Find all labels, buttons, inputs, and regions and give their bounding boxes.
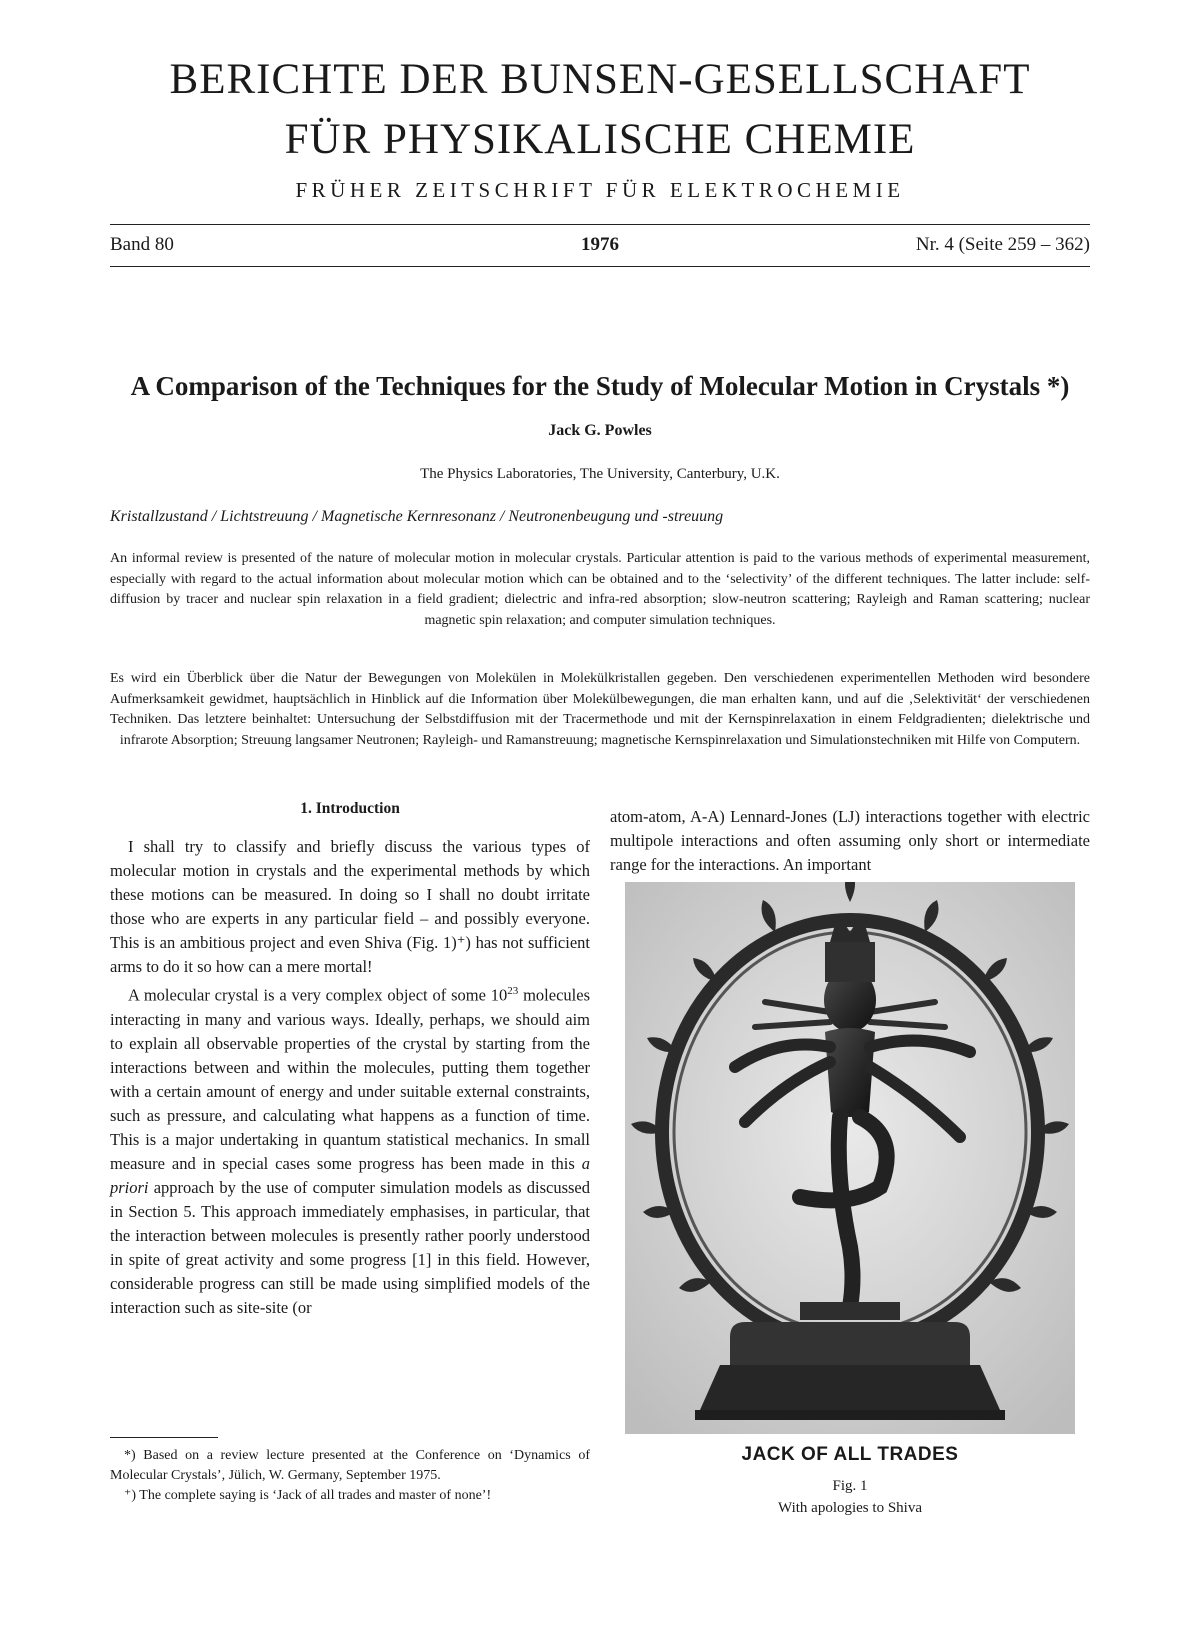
journal-title-line2: FÜR PHYSIKALISCHE CHEMIE: [284, 116, 916, 163]
footnote-1: *) Based on a review lecture presented at the Conference on ‘Dynamics of Molecular Crystals’, Jülich, W. Germany, September 1975.: [110, 1448, 590, 1483]
issue-label: Nr. 4 (Seite 259 – 362): [915, 234, 1090, 255]
author-name: Jack G. Powles: [548, 422, 652, 439]
figure-label: Fig. 1: [832, 1478, 868, 1494]
paragraph-2: [110, 979, 590, 1320]
header-rule-top: [110, 224, 1090, 225]
volume-label: Band 80: [110, 234, 174, 255]
shiva-figure-photo: [625, 882, 1075, 1434]
abstract-english: An informal review is presented of the nature of molecular motion in molecular crystals. Particular attention is paid to the various methods of experimental measurement, especially with regard to the actual information about molecular motion which can be obtained and to the ‘selectivity’ of the different techniques. The latter include: self-diffusion by tracer and nuclear spin relaxation in a field gradient; dielectric and infra-red absorption; slow-neutron scattering; Rayleigh and Raman scattering; nuclear magnetic spin relaxation; and computer simulation techniques.: [110, 551, 1090, 628]
right-column-text: [610, 805, 1090, 877]
left-column: [110, 797, 590, 1320]
header-rule-bottom: [110, 266, 1090, 267]
paragraph-continued: atom-atom, A-A) Lennard-Jones (LJ) interactions together with electric multipole interactions and often assuming only short or intermediate range for the interactions. An important: [610, 807, 1090, 874]
italic-term: a priori: [110, 1153, 590, 1197]
exponent: 23: [507, 985, 519, 997]
journal-subtitle: FRÜHER ZEITSCHRIFT FÜR ELEKTROCHEMIE: [295, 178, 905, 202]
article-title: A Comparison of the Techniques for the Study of Molecular Motion in Crystals *): [130, 371, 1070, 401]
footnotes: [110, 1446, 590, 1506]
figure-caption-title: JACK OF ALL TRADES: [741, 1444, 959, 1465]
author-affiliation: The Physics Laboratories, The University, Canterbury, U.K.: [420, 466, 780, 482]
year-label: 1976: [581, 234, 619, 255]
shiva-statue-illustration: [625, 882, 1075, 1434]
paragraph-2-part-b: molecules interacting in many and various ways. Ideally, perhaps, we should aim to explain all observable properties of the crystal by starting from the interactions between and within the molecules, putting them together with a certain amount of energy and under suitable external constraints, such as pressure, and calculating what happens as a function of time. This is a major undertaking in quantum statistical mechanics. In small measure and in special cases some progress has been made in this: [110, 985, 590, 1173]
footnote-2: ⁺) The complete saying is ‘Jack of all trades and master of none’!: [124, 1488, 492, 1503]
paragraph-1: I shall try to classify and briefly discuss the various types of molecular motion in crystals and the experimental methods by which these motions can be measured. In doing so I shall no doubt irritate those who are experts in any particular field – and possibly everyone. This is an ambitious project and even Shiva (Fig. 1)⁺) has not sufficient arms to do it so how can a mere mortal!: [110, 837, 590, 976]
paragraph-2-part-a: A molecular crystal is a very complex object of some 10: [128, 985, 508, 1005]
paragraph-2-part-c: approach by the use of computer simulation models as discussed in Section 5. This approach immediately emphasises, in particular, that the interaction between molecules is presently rather poorly understood in spite of great activity and some progress [1] in this field. However, considerable progress can still be made using simplified models of the interaction such as site-site (or: [110, 1177, 590, 1317]
section-heading: 1. Introduction: [300, 800, 400, 817]
abstract-german: Es wird ein Überblick über die Natur der Bewegungen von Molekülen in Molekülkristallen gegeben. Den verschiedenen experimentellen Methoden wird besondere Aufmerksamkeit gewidmet, hauptsächlich in Hinblick auf die Information über Molekülbewegungen, die man erhalten kann, und auf die ‚Selektivität‘ der verschiedenen Techniken. Das letztere beinhaltet: Untersuchung der Selbstdiffusion mit der Tracermethode und mit der Kernspinrelaxation in einem Feldgradienten; dielektrische und infrarote Absorption; Streuung langsamer Neutronen; Rayleigh- und Ramanstreuung; magnetische Kernspinrelaxation und Simulationstechniken mit Hilfe von Computern.: [110, 671, 1090, 748]
journal-title-line1: BERICHTE DER BUNSEN-GESELLSCHAFT: [169, 56, 1031, 103]
figure-description: With apologies to Shiva: [778, 1500, 922, 1516]
footnote-rule: [110, 1437, 218, 1438]
keywords: Kristallzustand / Lichtstreuung / Magnetische Kernresonanz / Neutronenbeugung und -streuung: [110, 508, 724, 525]
